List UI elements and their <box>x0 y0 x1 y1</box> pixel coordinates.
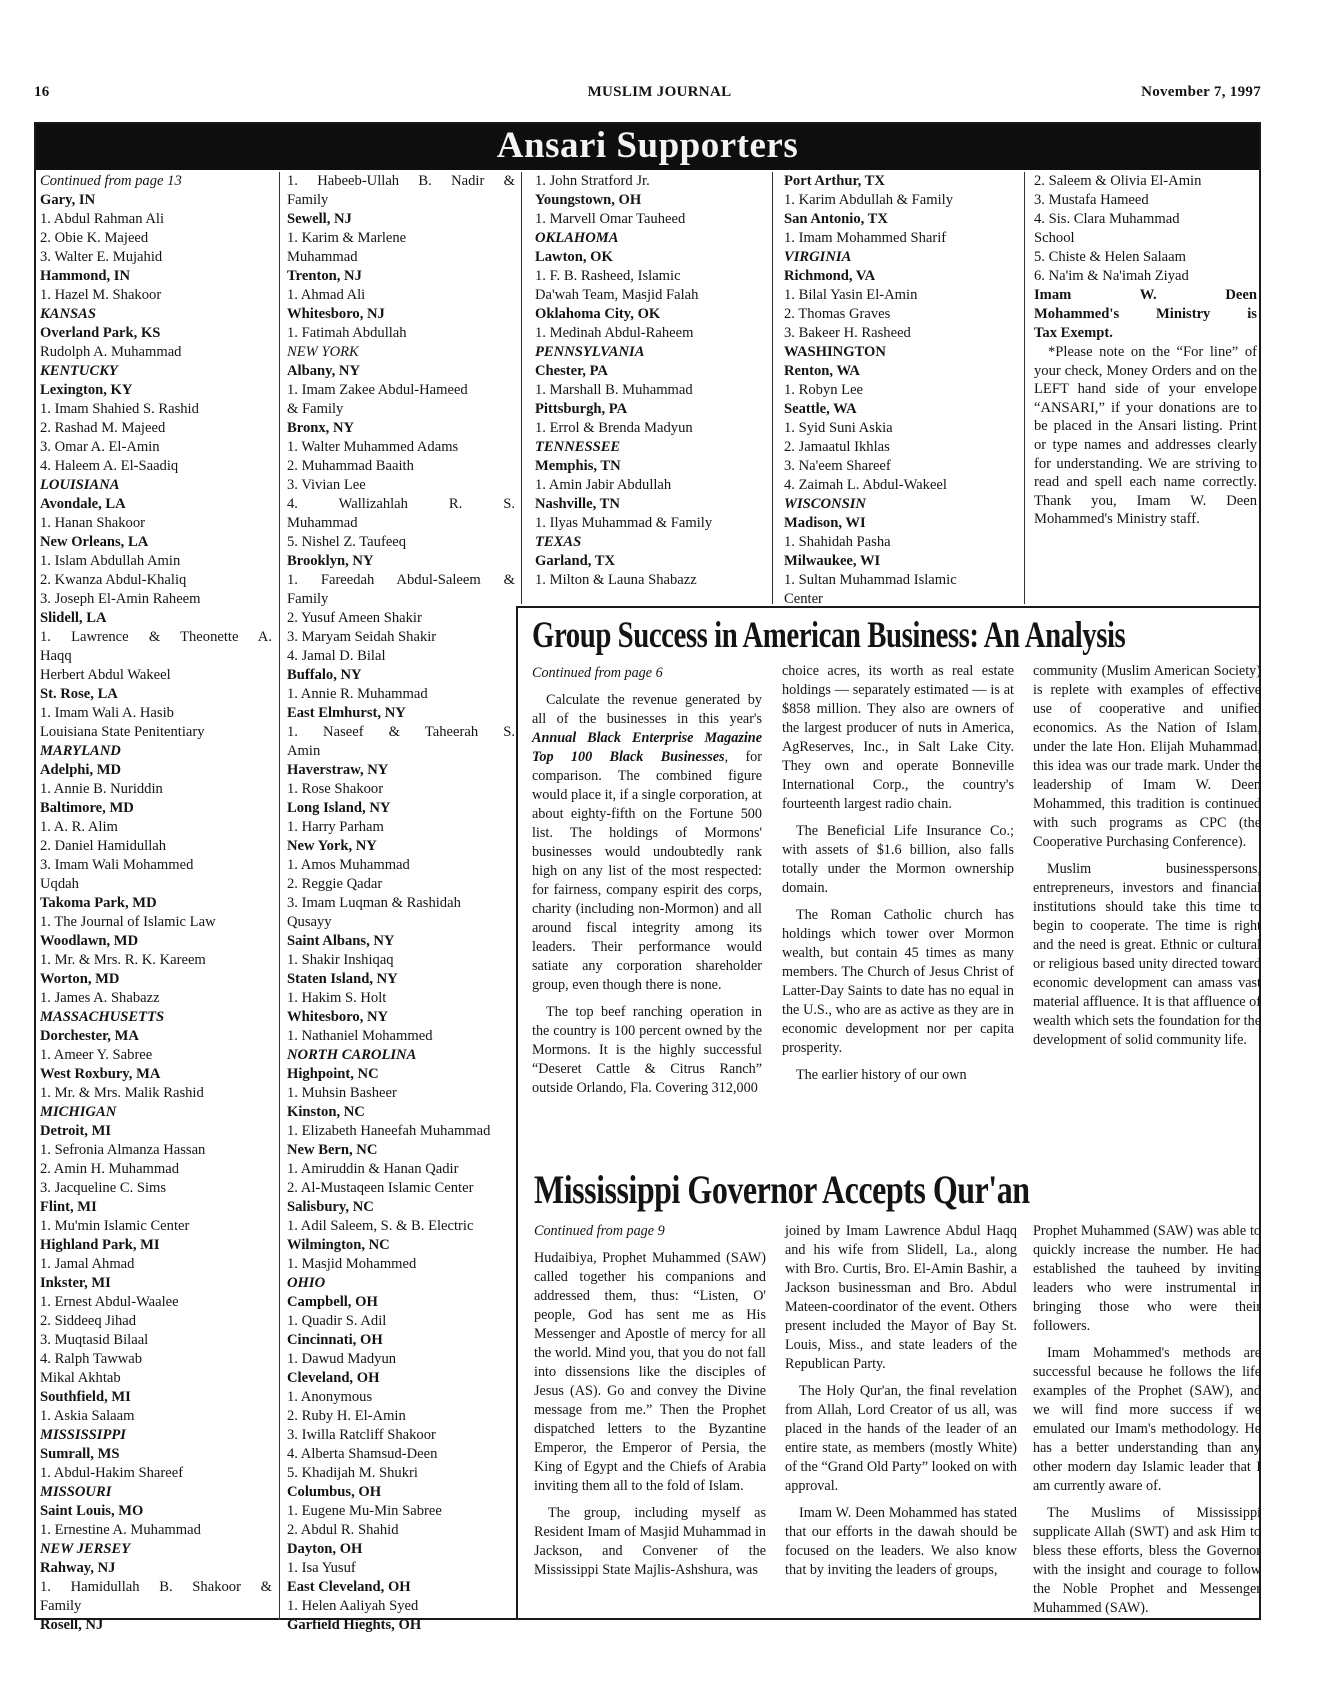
city-heading: Gary, IN <box>40 192 96 208</box>
supporter-entry: 2. Yusuf Ameen Shakir <box>287 610 422 626</box>
mississippi-paragraph: The Muslims of Mississippi supplicate Allah (SWT) and ask Him to bless these efforts, bless the Governor with the insight and courage to follow the Noble Prophet and Messenger Muhammed (SAW). <box>1033 1505 1261 1616</box>
supporter-entry: 1. The Journal of Islamic Law <box>40 914 216 930</box>
mississippi-paragraph: The group, including myself as Resident Imam of Masjid Muhammad in Jackson, and Convener of the Mississippi State Majlis-Ashshura, was <box>534 1505 766 1578</box>
business-column-3 <box>1033 662 1261 1050</box>
city-heading: Avondale, LA <box>40 496 126 512</box>
city-heading: Whitesboro, NY <box>287 1009 389 1025</box>
city-heading: New Bern, NC <box>287 1142 378 1158</box>
city-heading: Richmond, VA <box>784 268 876 284</box>
city-heading: Garfield Hieghts, OH <box>287 1617 422 1633</box>
supporter-entry: 3. Vivian Lee <box>287 477 366 493</box>
supporter-entry: 1. Mr. & Mrs. Malik Rashid <box>40 1085 204 1101</box>
ansari-column-2 <box>287 172 515 1635</box>
ministry-notice: Imam W. Deen <box>1034 287 1257 303</box>
state-heading: PENNSYLVANIA <box>535 344 645 360</box>
city-heading: Saint Albans, NY <box>287 933 395 949</box>
supporter-entry: Muhammad <box>287 515 358 531</box>
supporter-entry: 1. Jamal Ahmad <box>40 1256 135 1272</box>
supporter-entry: 4. Sis. Clara Muhammad <box>1034 211 1180 227</box>
supporter-entry: 1. Nathaniel Mohammed <box>287 1028 433 1044</box>
supporter-entry: 3. Imam Wali Mohammed <box>40 857 194 873</box>
supporter-entry: 3. Iwilla Ratcliff Shakoor <box>287 1427 436 1443</box>
supporter-entry: 1. Walter Muhammed Adams <box>287 439 459 455</box>
city-heading: Wilmington, NC <box>287 1237 390 1253</box>
supporter-entry: 3. Omar A. El-Amin <box>40 439 160 455</box>
city-heading: Southfield, MI <box>40 1389 131 1405</box>
supporter-entry: 5. Khadijah M. Shukri <box>287 1465 418 1481</box>
mississippi-column-1 <box>534 1222 766 1580</box>
supporter-entry: 1. Hanan Shakoor <box>40 515 145 531</box>
supporter-entry: 4. Zaimah L. Abdul-Wakeel <box>784 477 947 493</box>
supporter-entry: 1. Syid Suni Askia <box>784 420 893 436</box>
supporter-entry: 4. Jamal D. Bilal <box>287 648 386 664</box>
city-heading: San Antonio, TX <box>784 211 888 227</box>
supporter-entry: Muhammad <box>287 249 358 265</box>
city-heading: Cincinnati, OH <box>287 1332 383 1348</box>
city-heading: New Orleans, LA <box>40 534 149 550</box>
supporter-entry: 1. Errol & Brenda Madyun <box>535 420 693 436</box>
city-heading: Trenton, NJ <box>287 268 362 284</box>
city-heading: Port Arthur, TX <box>784 173 885 189</box>
business-column-2 <box>782 662 1014 1085</box>
business-paragraph: The earlier history of our own <box>796 1067 967 1083</box>
state-heading: KENTUCKY <box>40 363 118 379</box>
supporter-entry: 1. Imam Shahied S. Rashid <box>40 401 199 417</box>
supporter-entry: 1. Ernestine A. Muhammad <box>40 1522 201 1538</box>
supporter-entry: Uqdah <box>40 876 79 892</box>
supporter-entry: 3. Walter E. Mujahid <box>40 249 163 265</box>
supporter-entry: 3. Mustafa Hameed <box>1034 192 1149 208</box>
supporter-entry: 1. Imam Mohammed Sharif <box>784 230 947 246</box>
supporter-entry: 1. Karim & Marlene <box>287 230 407 246</box>
business-headline: Group Success in American Business: An Analysis <box>532 615 1126 656</box>
city-heading: Renton, WA <box>784 363 860 379</box>
supporter-entry: 2. Rashad M. Majeed <box>40 420 166 436</box>
city-heading: Salisbury, NC <box>287 1199 374 1215</box>
supporter-entry: 1. Shahidah Pasha <box>784 534 891 550</box>
city-heading: Overland Park, KS <box>40 325 161 341</box>
column-rule <box>1024 172 1025 604</box>
state-heading: VIRGINIA <box>784 249 852 265</box>
supporter-entry: 2. Siddeeq Jihad <box>40 1313 137 1329</box>
city-heading: Saint Louis, MO <box>40 1503 144 1519</box>
supporter-entry: 1. Imam Zakee Abdul-Hameed <box>287 382 468 398</box>
city-heading: St. Rose, LA <box>40 686 118 702</box>
column-rule <box>772 172 773 604</box>
supporter-entry: 1. Sefronia Almanza Hassan <box>40 1142 206 1158</box>
state-heading: OHIO <box>287 1275 326 1291</box>
city-heading: New York, NY <box>287 838 377 854</box>
supporter-entry: 3. Imam Luqman & Rashidah <box>287 895 461 911</box>
city-heading: Inkster, MI <box>40 1275 111 1291</box>
city-heading: Slidell, LA <box>40 610 107 626</box>
supporter-entry: 1. Isa Yusuf <box>287 1560 356 1576</box>
supporter-entry: 1. Eugene Mu-Min Sabree <box>287 1503 442 1519</box>
business-paragraph: Calculate the revenue generated by all of the businesses in this year's Annual Black Enterprise Magazine Top 100 Black Businesses, for comparison. The combined figure would place it, if a single corporation, at about eighty-fifth on the Fortune 500 list. The holdings of Mormons' businesses would undoubtedly rank high on any list of the most respected: for fairness, company espirit des corps, charity (including non-Mormon) and all around fiscal integrity among its leaders. Their performance would satiate any corporation shareholder group, even though there is none. <box>532 692 762 993</box>
supporter-entry: 4. Ralph Tawwab <box>40 1351 143 1367</box>
city-heading: Brooklyn, NY <box>287 553 374 569</box>
supporter-entry: 1. Quadir S. Adil <box>287 1313 387 1329</box>
column-rule <box>521 172 522 604</box>
mississippi-column-3 <box>1033 1222 1261 1618</box>
city-heading: Staten Island, NY <box>287 971 398 987</box>
city-heading: Garland, TX <box>535 553 616 569</box>
supporter-entry: 2. Daniel Hamidullah <box>40 838 167 854</box>
supporter-entry: 2. Ruby H. El-Amin <box>287 1408 406 1424</box>
supporter-entry: 3. Joseph El-Amin Raheem <box>40 591 201 607</box>
state-heading: MISSISSIPPI <box>40 1427 126 1443</box>
city-heading: Youngstown, OH <box>535 192 642 208</box>
supporter-entry: 1. John Stratford Jr. <box>535 173 650 189</box>
city-heading: Campbell, OH <box>287 1294 378 1310</box>
supporter-entry: Amin <box>287 743 321 759</box>
mississippi-paragraph: Prophet Muhammed (SAW) was able to quickly increase the number. He had established the tauheed by inviting leaders who were instrumental in bringing those who were their followers. <box>1033 1223 1261 1334</box>
supporter-entry: Family <box>287 591 329 607</box>
supporter-entry: 1. Muhsin Basheer <box>287 1085 397 1101</box>
supporter-entry: 1. Ameer Y. Sabree <box>40 1047 153 1063</box>
supporter-entry: 1. Hamidullah B. Shakoor & <box>40 1579 272 1595</box>
business-continued-note: Continued from page 6 <box>532 665 663 681</box>
supporter-entry: 3. Jacqueline C. Sims <box>40 1180 167 1196</box>
city-heading: Baltimore, MD <box>40 800 134 816</box>
city-heading: Sumrall, MS <box>40 1446 120 1462</box>
supporter-entry: 2. Saleem & Olivia El-Amin <box>1034 173 1202 189</box>
city-heading: Takoma Park, MD <box>40 895 157 911</box>
supporter-entry: 1. Masjid Mohammed <box>287 1256 417 1272</box>
supporter-entry: 3. Bakeer H. Rasheed <box>784 325 911 341</box>
supporter-entry: 3. Na'eem Shareef <box>784 458 891 474</box>
city-heading: Memphis, TN <box>535 458 621 474</box>
supporter-entry: 1. Abdul-Hakim Shareef <box>40 1465 184 1481</box>
mississippi-paragraph: joined by Imam Lawrence Abdul Haqq and his wife from Slidell, La., along with Bro. Curtis, Bro. El-Amin Bashir, a Jackson businessman and Bro. Abdul Mateen-coordinator of the event. Others present included the Mayor of Bay St. Louis, Miss., and state leaders of the Republican Party. <box>785 1223 1017 1372</box>
city-heading: Lawton, OK <box>535 249 613 265</box>
business-paragraph: The top beef ranching operation in the country is 100 percent owned by the Mormons. It is the highly successful “Deseret Cattle & Citrus Ranch” outside Orlando, Fla. Covering 312,000 <box>532 1004 762 1096</box>
city-heading: Seattle, WA <box>784 401 857 417</box>
city-heading: Flint, MI <box>40 1199 97 1215</box>
city-heading: Dorchester, MA <box>40 1028 139 1044</box>
mississippi-paragraph: Imam Mohammed's methods are successful because he follows the life examples of the Prophet (SAW), and we will find more success if we emulated our Imam's methodology. He has a better understanding than any other modern day Islamic leader that I am currently aware of. <box>1033 1345 1261 1494</box>
supporter-entry: 1. Marvell Omar Tauheed <box>535 211 686 227</box>
column-rule <box>279 172 280 1620</box>
state-heading: MISSOURI <box>40 1484 112 1500</box>
city-heading: Pittsburgh, PA <box>535 401 628 417</box>
supporter-entry: 2. Amin H. Muhammad <box>40 1161 180 1177</box>
ansari-column-5 <box>1034 172 1257 343</box>
supporter-entry: Family <box>287 192 329 208</box>
city-heading: Highpoint, NC <box>287 1066 379 1082</box>
state-heading: NORTH CAROLINA <box>287 1047 417 1063</box>
supporter-entry: Qusayy <box>287 914 332 930</box>
city-heading: Sewell, NJ <box>287 211 352 227</box>
city-heading: Madison, WI <box>784 515 866 531</box>
city-heading: Columbus, OH <box>287 1484 382 1500</box>
supporter-entry: & Family <box>287 401 344 417</box>
supporter-entry: 1. Naseef & Taheerah S. <box>287 724 515 740</box>
page-number: 16 <box>34 84 50 100</box>
city-heading: Hammond, IN <box>40 268 131 284</box>
state-heading: TENNESSEE <box>535 439 621 455</box>
city-heading: Albany, NY <box>287 363 360 379</box>
city-heading: Woodlawn, MD <box>40 933 139 949</box>
supporter-entry: 1. Ahmad Ali <box>287 287 366 303</box>
supporter-entry: 2. Abdul R. Shahid <box>287 1522 399 1538</box>
state-heading: MARYLAND <box>40 743 121 759</box>
state-heading: WISCONSIN <box>784 496 866 512</box>
mississippi-continued-note: Continued from page 9 <box>534 1223 665 1239</box>
supporter-entry: 1. Karim Abdullah & Family <box>784 192 954 208</box>
supporter-entry: 4. Haleem A. El-Saadiq <box>40 458 179 474</box>
supporter-entry: 1. Askia Salaam <box>40 1408 135 1424</box>
ansari-title-banner: Ansari Supporters <box>34 122 1261 170</box>
city-heading: Buffalo, NY <box>287 667 362 683</box>
supporter-entry: 1. Marshall B. Muhammad <box>535 382 693 398</box>
state-heading: OKLAHOMA <box>535 230 619 246</box>
business-paragraph: The Roman Catholic church has holdings which tower over Mormon wealth, but contain 45 times as many members. The Church of Jesus Christ of Latter-Day Saints to date has no equal in the U.S., who are as active as they are in economic development nor per capita prosperity. <box>782 907 1014 1056</box>
ansari-column-1 <box>40 172 272 1635</box>
city-heading: West Roxbury, MA <box>40 1066 161 1082</box>
city-heading: Lexington, KY <box>40 382 133 398</box>
supporter-entry: 1. Amin Jabir Abdullah <box>535 477 672 493</box>
state-heading: MICHIGAN <box>40 1104 117 1120</box>
supporter-entry: 1. Amiruddin & Hanan Qadir <box>287 1161 459 1177</box>
supporter-entry: 1. Helen Aaliyah Syed <box>287 1598 419 1614</box>
supporter-entry: 1. Adil Saleem, S. & B. Electric <box>287 1218 474 1234</box>
ansari-column-4 <box>784 172 1018 609</box>
supporter-entry: 1. Dawud Madyun <box>287 1351 397 1367</box>
supporter-entry: 1. Bilal Yasin El-Amin <box>784 287 918 303</box>
city-heading: East Elmhurst, NY <box>287 705 406 721</box>
supporter-entry: 1. Ernest Abdul-Waalee <box>40 1294 179 1310</box>
city-heading: Oklahoma City, OK <box>535 306 661 322</box>
business-column-1 <box>532 664 762 1098</box>
state-heading: KANSAS <box>40 306 96 322</box>
supporter-entry: 3. Muqtasid Bilaal <box>40 1332 149 1348</box>
supporter-entry: 1. Robyn Lee <box>784 382 864 398</box>
supporter-entry: 1. James A. Shabazz <box>40 990 160 1006</box>
supporter-entry: 1. Milton & Launa Shabazz <box>535 572 697 588</box>
supporter-entry: 1. Shakir Inshiqaq <box>287 952 394 968</box>
supporter-entry: 4. Wallizahlah R. S. <box>287 496 515 512</box>
city-heading: Kinston, NC <box>287 1104 365 1120</box>
supporter-entry: 1. Hakim S. Holt <box>287 990 387 1006</box>
state-heading: LOUISIANA <box>40 477 120 493</box>
city-heading: Haverstraw, NY <box>287 762 389 778</box>
city-heading: Adelphi, MD <box>40 762 122 778</box>
city-heading: WASHINGTON <box>784 344 886 360</box>
mississippi-paragraph: Imam W. Deen Mohammed has stated that our efforts in the dawah should be focused on the leaders. We also know that by inviting the leaders of groups, <box>785 1505 1017 1578</box>
supporter-entry: 1. Imam Wali A. Hasib <box>40 705 174 721</box>
city-heading: Detroit, MI <box>40 1123 112 1139</box>
supporter-entry: 1. Anonymous <box>287 1389 373 1405</box>
supporter-entry: Center <box>784 591 823 607</box>
supporter-entry: 1. Elizabeth Haneefah Muhammad <box>287 1123 491 1139</box>
supporter-entry: 1. Annie R. Muhammad <box>287 686 428 702</box>
issue-date: November 7, 1997 <box>1141 84 1261 100</box>
supporter-entry: 4. Alberta Shamsud-Deen <box>287 1446 438 1462</box>
business-paragraph: Muslim businesspersons, entrepreneurs, investors and financial institutions should take this time to begin to cooperate. The time is right and the need is great. Ethnic or cultural or religious based unity directed toward economic development can amass vast material affluence. It is that affluence of wealth which sets the foundation for the development of solid community life. <box>1033 861 1261 1048</box>
supporter-entry: 1. Ilyas Muhammad & Family <box>535 515 713 531</box>
supporter-entry: Mikal Akhtab <box>40 1370 121 1386</box>
supporter-entry: Louisiana State Penitentiary <box>40 724 205 740</box>
supporter-entry: 1. Habeeb-Ullah B. Nadir & <box>287 173 515 189</box>
supporter-entry: Herbert Abdul Wakeel <box>40 667 171 683</box>
city-heading: Dayton, OH <box>287 1541 363 1557</box>
supporter-entry: 1. Mr. & Mrs. R. K. Kareem <box>40 952 206 968</box>
state-heading: TEXAS <box>535 534 582 550</box>
supporter-entry: 1. Mu'min Islamic Center <box>40 1218 190 1234</box>
city-heading: Nashville, TN <box>535 496 620 512</box>
supporter-entry: 2. Muhammad Baaith <box>287 458 414 474</box>
supporter-entry: 1. Lawrence & Theonette A. <box>40 629 272 645</box>
mississippi-column-2 <box>785 1222 1017 1580</box>
business-paragraph: community (Muslim American Society) is replete with examples of effective use of cooperative and unified economics. As the Nation of Islam, under the late Hon. Elijah Muhammad, this idea was our trade mark. Under the leadership of Imam W. Deen Mohammed, this tradition is continued with such programs as CPC (the Cooperative Purchasing Conference). <box>1033 663 1261 850</box>
city-heading: East Cleveland, OH <box>287 1579 411 1595</box>
section-label: NEW YORK <box>287 344 359 360</box>
supporter-entry: 2. Jamaatul Ikhlas <box>784 439 890 455</box>
city-heading: Long Island, NY <box>287 800 391 816</box>
ministry-notice: Mohammed's Ministry is <box>1034 306 1257 322</box>
supporter-entry: 2. Al-Mustaqeen Islamic Center <box>287 1180 474 1196</box>
supporter-entry: 5. Nishel Z. Taufeeq <box>287 534 407 550</box>
supporter-entry: 5. Chiste & Helen Salaam <box>1034 249 1186 265</box>
state-heading: NEW JERSEY <box>40 1541 131 1557</box>
city-heading: Bronx, NY <box>287 420 355 436</box>
supporter-entry: 1. Islam Abdullah Amin <box>40 553 181 569</box>
business-paragraph: The Beneficial Life Insurance Co.; with assets of $1.6 billion, also falls totally under the Mormon ownership domain. <box>782 823 1014 896</box>
mississippi-headline: Mississippi Governor Accepts Qur'an <box>534 1167 1030 1212</box>
supporter-entry: 2. Obie K. Majeed <box>40 230 149 246</box>
ansari-donation-note: *Please note on the “For line” of your check, Money Orders and on the LEFT hand side of your envelope “ANSARI,” if your donations are to be placed in the Ansari listing. Print or type names and addresses clearly for understanding. We are striving to read and spell each name correctly. Thank you, Imam W. Deen Mohammed's Ministry staff. <box>1034 344 1257 528</box>
supporter-entry: 6. Na'im & Na'imah Ziyad <box>1034 268 1189 284</box>
supporter-entry: 3. Maryam Seidah Shakir <box>287 629 437 645</box>
ansari-column-3 <box>535 172 767 590</box>
city-heading: Milwaukee, WI <box>784 553 881 569</box>
supporter-entry: 2. Kwanza Abdul-Khaliq <box>40 572 187 588</box>
state-heading: MASSACHUSETTS <box>40 1009 165 1025</box>
supporter-entry: 1. Fatimah Abdullah <box>287 325 407 341</box>
supporter-entry: 1. Fareedah Abdul-Saleem & <box>287 572 515 588</box>
city-heading: Rahway, NJ <box>40 1560 116 1576</box>
supporter-entry: School <box>1034 230 1075 246</box>
supporter-entry: 1. Amos Muhammad <box>287 857 410 873</box>
supporter-entry: 1. Sultan Muhammad Islamic <box>784 572 957 588</box>
city-heading: Chester, PA <box>535 363 608 379</box>
supporter-entry: 1. F. B. Rasheed, Islamic <box>535 268 681 284</box>
section-label: Continued from page 13 <box>40 173 182 189</box>
supporter-entry: Haqq <box>40 648 72 664</box>
business-paragraph: choice acres, its worth as real estate holdings — separately estimated — is at $858 million. They also are owners of the largest producer of nuts in America, AgReserves, Inc., in Salt Lake City. They own and operate Bonneville International Corp., the country's fourteenth largest radio chain. <box>782 663 1014 812</box>
supporter-entry: 1. Medinah Abdul-Raheem <box>535 325 694 341</box>
mississippi-paragraph: Hudaibiya, Prophet Muhammed (SAW) called together his companions and addressed them, thus: “Listen, O' people, God has sent me as His Messenger and Apostle of mercy for all the world. Mind you, that you do not fall into dissensions like the disciples of Jesus (AS). Go and convey the Divine message from me.” Then the Prophet dispatched letters to the Byzantine Emperor, the Emperor of Persia, the King of Egypt and the Chiefs of Arabia inviting them all to the fold of Islam. <box>534 1250 766 1494</box>
ministry-notice: Tax Exempt. <box>1034 325 1113 341</box>
supporter-entry: 1. Abdul Rahman Ali <box>40 211 165 227</box>
city-heading: Cleveland, OH <box>287 1370 380 1386</box>
supporter-entry: 1. Rose Shakoor <box>287 781 384 797</box>
supporter-entry: 2. Reggie Qadar <box>287 876 383 892</box>
supporter-entry: 1. Harry Parham <box>287 819 384 835</box>
publication-name: MUSLIM JOURNAL <box>587 84 732 100</box>
supporter-entry: 1. Annie B. Nuriddin <box>40 781 163 797</box>
supporter-entry: 2. Thomas Graves <box>784 306 891 322</box>
supporter-entry: Rudolph A. Muhammad <box>40 344 182 360</box>
city-heading: Worton, MD <box>40 971 120 987</box>
supporter-entry: Family <box>40 1598 82 1614</box>
supporter-entry: 1. Hazel M. Shakoor <box>40 287 162 303</box>
city-heading: Rosell, NJ <box>40 1617 104 1633</box>
city-heading: Whitesboro, NJ <box>287 306 385 322</box>
mississippi-paragraph: The Holy Qur'an, the final revelation from Allah, Lord Creator of us all, was placed in the hands of the leader of an entire state, as members (mostly White) of the “Grand Old Party” looked on with approval. <box>785 1383 1017 1494</box>
city-heading: Highland Park, MI <box>40 1237 160 1253</box>
supporter-entry: Da'wah Team, Masjid Falah <box>535 287 699 303</box>
supporter-entry: 1. A. R. Alim <box>40 819 118 835</box>
